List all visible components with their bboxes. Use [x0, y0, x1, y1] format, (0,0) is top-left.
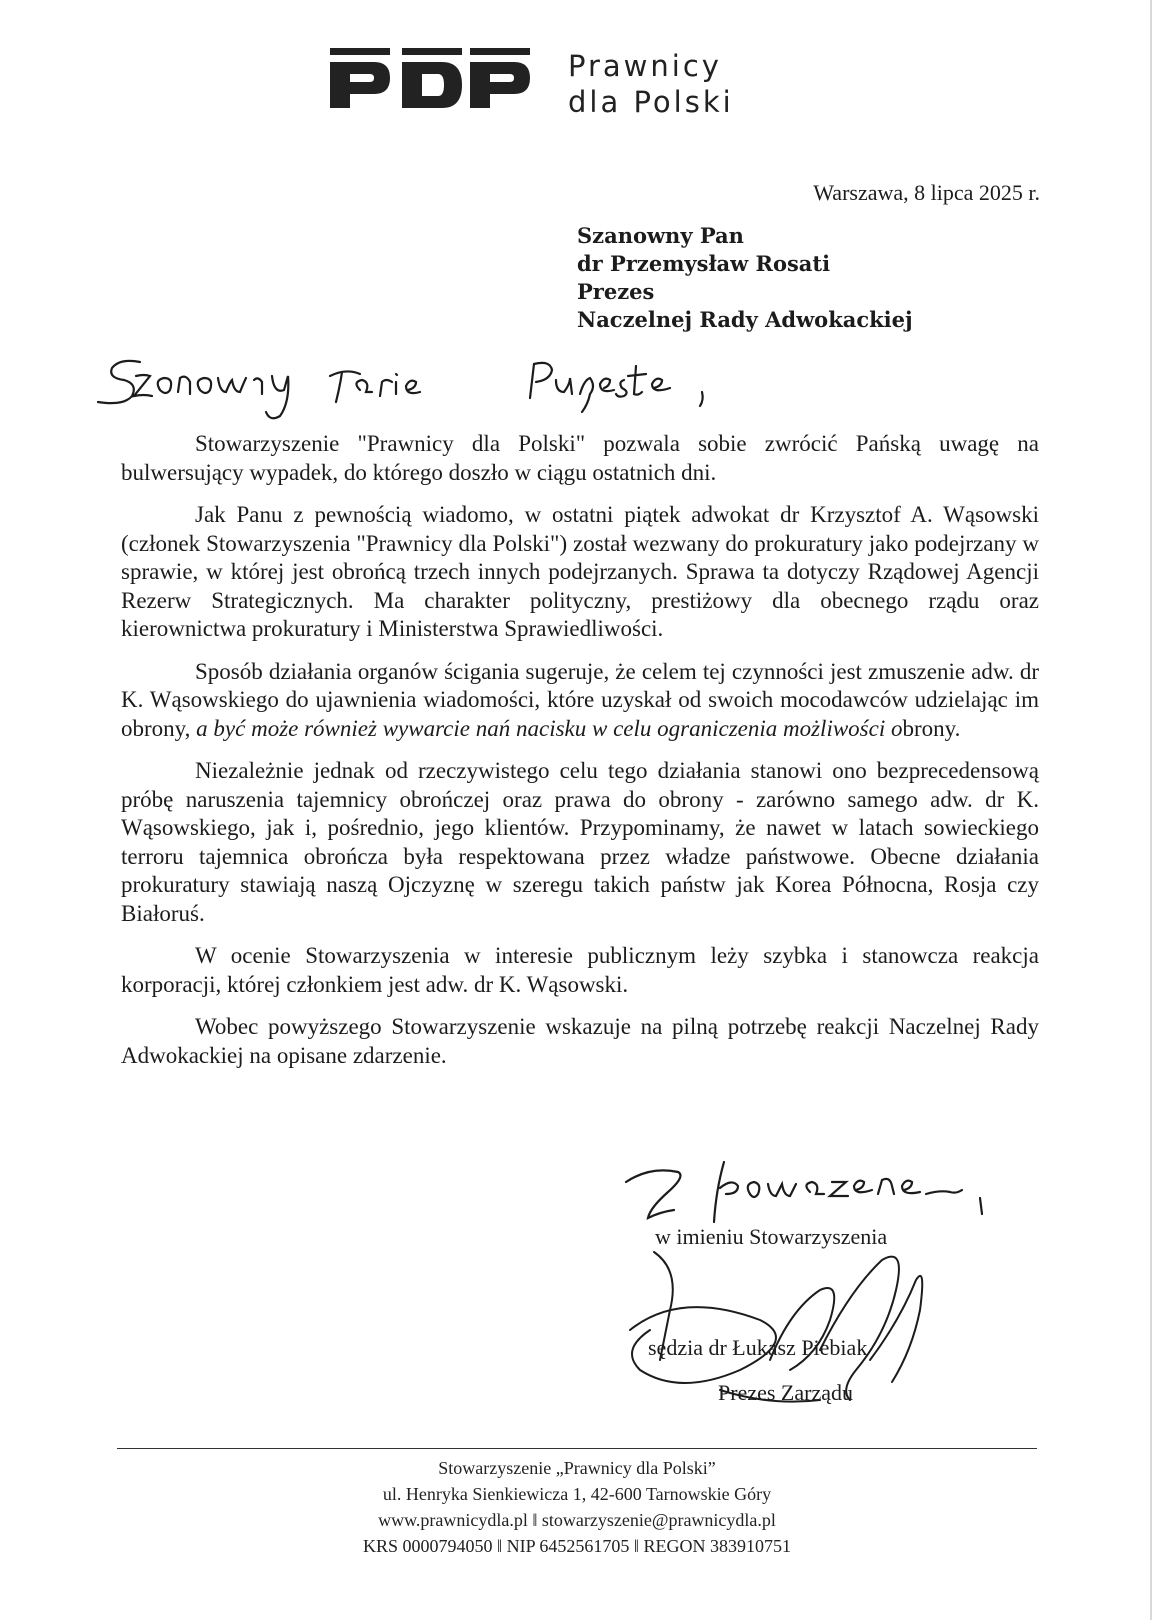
addressee-line: Szanowny Pan: [577, 223, 744, 248]
footer-line-contact: www.prawnicydla.pl ‖ stowarzyszenie@prawnicydla.pl: [378, 1510, 776, 1530]
footer-divider: [117, 1448, 1037, 1449]
body-paragraph: [121, 658, 1039, 744]
footer-line-address: ul. Henryka Sienkiewicza 1, 42-600 Tarnowskie Góry: [382, 1484, 772, 1504]
handwritten-closing: [620, 1160, 1020, 1230]
letter-date: Warszawa, 8 lipca 2025 r.: [813, 180, 1040, 205]
letterhead-logo: [330, 48, 800, 118]
body-paragraph: Niezależnie jednak od rzeczywistego celu tego działania stanowi ono bezprecedensową próbę naruszenia tajemnicy obrończej oraz prawa do obrony - zarówno samego adw. dr K. Wąsowskiego, jak i, pośrednio, jego klientów. Przypominamy, że nawet w latach sowieckiego terroru tajemnica obrończa była respektowana przez władze państwowe. Obecne działania prokuratury stawiają naszą Ojczyznę w szeregu takich państw jak Korea Północna, Rosja czy Białoruś.: [121, 758, 1039, 926]
pdp-logo-mark: [330, 48, 530, 118]
footer-line-registry: KRS 0000794050 ‖ NIP 6452561705 ‖ REGON 383910751: [363, 1536, 791, 1556]
letterhead-name: [568, 48, 734, 120]
page-edge: [1150, 0, 1152, 1620]
addressee-line: Prezes: [577, 279, 655, 304]
letter-footer: [117, 1455, 1037, 1559]
body-text-run: brony.: [902, 715, 961, 741]
body-paragraph: Jak Panu z pewnością wiadomo, w ostatni piątek adwokat dr Krzysztof A. Wąsowski (członek Stowarzyszenia "Prawnicy dla Polski") został wezwany do prokuratury jako podejrzany w sprawie, w której jest obrońcą trzech innych podejrzanych. Sprawa ta dotyczy Rządowej Agencji Rezerw Strategicznych. Ma charakter polityczny, prestiżowy dla obecnego rządu oraz kierownictwa prokuratury i Ministerstwa Sprawiedliwości.: [121, 502, 1039, 641]
footer-line-org: Stowarzyszenie „Prawnicy dla Polski”: [438, 1458, 716, 1478]
addressee-line: dr Przemysław Rosati: [577, 251, 831, 276]
on-behalf-line: w imieniu Stowarzyszenia: [655, 1224, 888, 1249]
addressee-line: Naczelnej Rady Adwokackiej: [577, 307, 913, 332]
body-paragraph: Wobec powyższego Stowarzyszenie wskazuje na pilną potrzebę reakcji Naczelnej Rady Adwokackiej na opisane zdarzenie.: [121, 1014, 1039, 1068]
letterhead-name-line1: Prawnicy: [568, 49, 722, 83]
handwritten-salutation: [90, 352, 750, 422]
body-paragraph: W ocenie Stowarzyszenia w interesie publicznym leży szybka i stanowcza reakcja korporacji, której członkiem jest adw. dr K. Wąsowski.: [121, 943, 1039, 997]
body-text-run: Sposób działania organów ścigania sugeruje, że celem tej czynności jest zmuszenie adw. dr K. Wąsowskiego do ujawnienia wiadomości, które uzyskał od swoich mocodawców udzielając im obrony,: [121, 658, 1039, 741]
letter-body: [121, 430, 1039, 1084]
signer-name: sędzia dr Łukasz Piebiak: [648, 1335, 868, 1360]
letterhead-name-line2: dla Polski: [568, 85, 734, 119]
body-italic-run: a być może również wywarcie nań nacisku w celu ograniczenia możliwości o: [196, 715, 903, 741]
addressee-block: [577, 222, 913, 334]
body-paragraph: Stowarzyszenie "Prawnicy dla Polski" pozwala sobie zwrócić Pańską uwagę na bulwersujący wypadek, do którego doszło w ciągu ostatnich dni.: [121, 431, 1039, 485]
signer-role: Prezes Zarządu: [718, 1380, 853, 1405]
